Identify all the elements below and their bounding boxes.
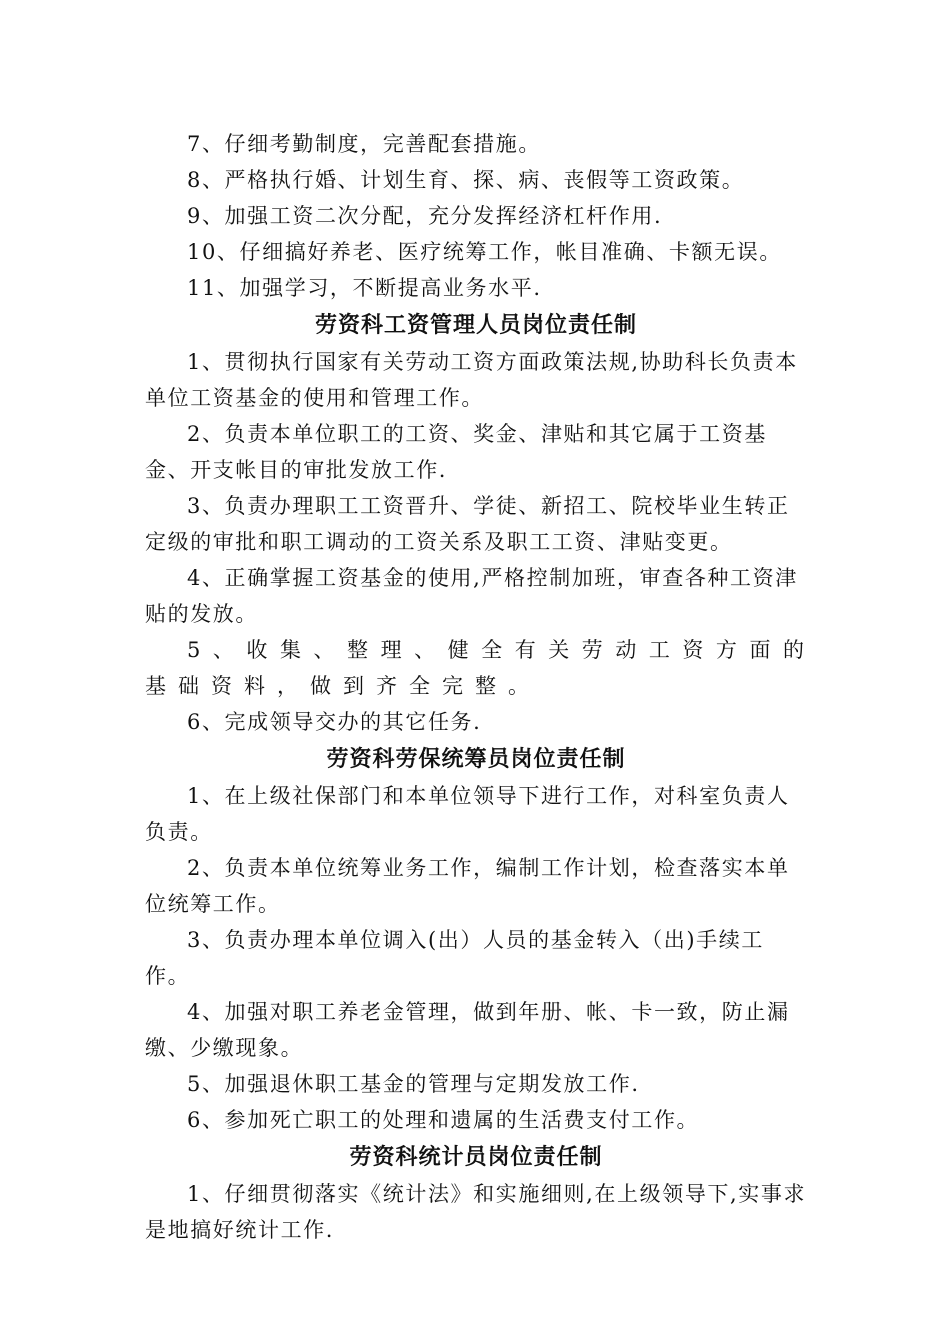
section1-item-continued: 基础资料，做到齐全完整。	[145, 674, 541, 698]
section1-item: 1、贯彻执行国家有关劳动工资方面政策法规,协助科长负责本单位工资基金的使用和管理工作。	[145, 350, 798, 410]
intro-item: 7、仔细考勤制度，完善配套措施。	[187, 132, 541, 156]
section1-item: 4、正确掌握工资基金的使用,严格控制加班，审查各种工资津贴的发放。	[145, 566, 798, 626]
intro-item: 8、严格执行婚、计划生育、探、病、丧假等工资政策。	[187, 168, 745, 192]
section1-item: 5、收集、整理、健全有关劳动工资方面的	[187, 638, 807, 662]
section2-item: 4、加强对职工养老金管理，做到年册、帐、卡一致，防止漏缴、少缴现象。	[145, 1000, 790, 1060]
intro-item: 11、加强学习，不断提高业务水平.	[187, 276, 542, 300]
section2-item: 1、在上级社保部门和本单位领导下进行工作，对科室负责人负责。	[145, 784, 790, 844]
section1-item: 3、负责办理职工工资晋升、学徒、新招工、院校毕业生转正定级的审批和职工调动的工资关系及职工工资、津贴变更。	[145, 494, 790, 554]
intro-item: 9、加强工资二次分配，充分发挥经济杠杆作用.	[187, 204, 663, 228]
section-title-statistician: 劳资科统计员岗位责任制	[349, 1145, 603, 1170]
section2-item: 6、参加死亡职工的处理和遗属的生活费支付工作。	[187, 1108, 700, 1132]
section2-item: 2、负责本单位统筹业务工作，编制工作计划，检查落实本单位统筹工作。	[145, 856, 790, 916]
document-page	[145, 126, 807, 1248]
section2-item: 5、加强退休职工基金的管理与定期发放工作.	[187, 1072, 640, 1096]
section2-item: 3、负责办理本单位调入(出）人员的基金转入（出)手续工作。	[145, 928, 764, 988]
intro-item: 10、仔细搞好养老、医疗统筹工作，帐目准确、卡额无误。	[187, 240, 782, 264]
section-title-wage-management: 劳资科工资管理人员岗位责任制	[314, 313, 637, 338]
section1-item: 6、完成领导交办的其它任务.	[187, 710, 482, 734]
section1-item: 2、负责本单位职工的工资、奖金、津贴和其它属于工资基金、开支帐目的审批发放工作.	[145, 422, 767, 482]
section-title-labor-insurance: 劳资科劳保统筹员岗位责任制	[326, 747, 626, 772]
section3-item: 1、仔细贯彻落实《统计法》和实施细则,在上级领导下,实事求是地搞好统计工作.	[145, 1182, 807, 1242]
